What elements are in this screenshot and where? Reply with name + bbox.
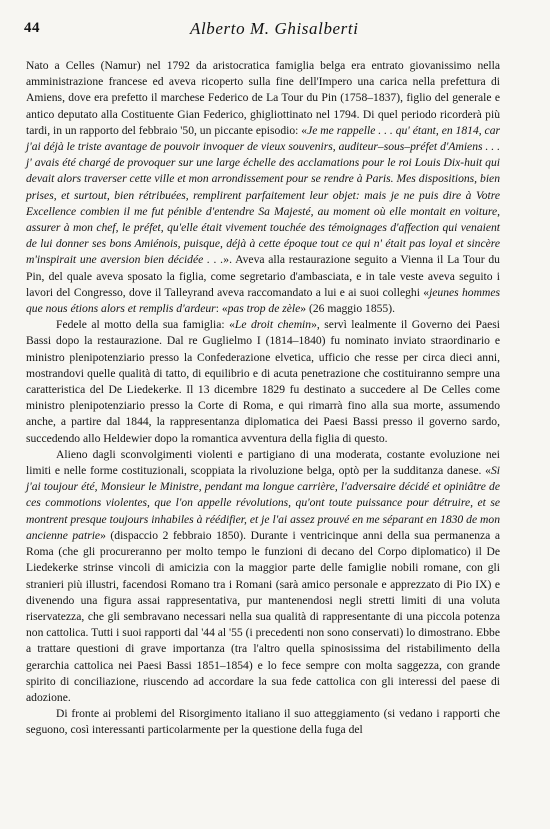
body-text: [26, 58, 500, 739]
text-run: » (dispaccio 2 febbraio 1850). Durante i ventricinque anni della sua permanenza a Roma (che gli procureranno per molto tempo le funzioni di decano del Corpo diplomatico) il De Liedekerke strinse vincoli di amicizia con la maggior parte delle famiglie nobili romane, con gli stranieri più illustri, facendosi Romano tra i Romani (sarà amico personale e apprezzato di Pio IX) e divenendo una figura assai rappresentativa, pur mantenendosi negli stretti limiti di una voluta riservatezza, che gli sembravano necessari nella sua qualità di rappresentante di una piccola potenza non cattolica. Tutti i suoi rapporti dal '44 al '55 (i precedenti non sono conservati) lo dimostrano. Ebbe a trattare questioni di grave importanza (tra l'altro quella spinosissima del ristabilimento della gerarchia cattolica nei Paesi Bassi 1851–1854) e lo fece sempre con molta saggezza, con grande spirito di conciliazione, riuscendo ad accordare la sua fede cattolica con gli interessi del paese di adozione.: [26, 528, 500, 704]
italic-quote: Si j'ai toujour été, Monsieur le Ministre, pendant ma longue carrière, l'adversaire décidé et opiniâtre de ces commotions violentes, que l'on appelle révolutions, qu'ont toute puissance pour détruire, et se montrent presque toujours inhabiles à réédifier, et je l'ai assez prouvé en me séparant en 1830 de mon ancienne patrie: [26, 464, 500, 542]
italic-quote: jeunes hommes que nous étions alors et remplis d'ardeur: [26, 285, 500, 316]
text-run: Di fronte ai problemi del Risorgimento italiano il suo atteggiamento (si vedano i rapporti che seguono, così interessanti particolarmente per la questione della fuga del: [26, 707, 500, 737]
page-number: 44: [24, 20, 40, 36]
paragraph: [26, 58, 500, 317]
italic-quote: Le droit chemin: [234, 318, 312, 332]
running-head: Alberto M. Ghisalberti: [190, 19, 359, 38]
italic-quote: pas trop de zèle: [227, 302, 301, 316]
text-run: » (26 maggio 1855).: [300, 302, 395, 316]
text-run: Alieno dagli sconvolgimenti violenti e partigiano di una moderata, costante evoluzione nei limiti e nelle forme costituzionali, scoppiata la rivoluzione belga, optò per la sudditanza danese. «: [26, 447, 500, 478]
page-header: [0, 18, 550, 42]
text-run: Fedele al motto della sua famiglia: «: [56, 318, 235, 332]
text-run: », servì lealmente il Governo dei Paesi Bassi dopo la restaurazione. Dal re Guglielmo I (1814–1840) fu nominato inviato straordinario e ministro plenipotenziario presso la Confederazione elvetica, ufficio che resse per circa dieci anni, mostrandovi quelle qualità di tatto, di equilibrio e di acuta penetrazione che costituiranno sempre una caratteristica del De Liedekerke. Il 13 dicembre 1829 fu destinato a succedere al De Celles come ministro plenipotenziario presso la Corte di Roma, e qui rimarrà fino alla sua morte, assumendo anche, a partire dal 1844, la rappresentanza diplomatica dei Paesi Bassi presso il governo sardo, succedendo allo Heldewier dopo la romantica avventura della figlia di questo.: [26, 318, 500, 445]
paragraph: [26, 706, 500, 738]
italic-quote: Je me rappelle . . . qu' étant, en 1814, car j'ai déjà le triste avantage de pouvoir invoquer de vieux souvenirs, auditeur–sous–préfet d'Amiens . . . j' avais été chargé de provoquer sur une large échelle des acclamations pour le roi Louis Dix-huit qui devait alors traverser cette ville et mon arrondissement pour se rendre à Paris. Mes dispositions, bien prises, et surtout, bien rétribuées, remplirent parfaitement leur objet: mais je ne puis dire à Votre Excellence combien il me fut pénible d'entendre Sa Majesté, au moment où elle montait en voiture, assurer à mon chef, le préfet, qu'elle était vivement touchée des témoignages d'affection qui venaient de lui donner ses bons Amiénois, puisque, déjà à cette époque tout ce qui n' était pas loyal et sincère m'inspirait une aversion bien décidée . . .: [26, 123, 501, 267]
paragraph: [26, 447, 500, 706]
text-run: Nato a Celles (Namur) nel 1792 da aristocratica famiglia belga era entrato giovanissimo nella amministrazione francese ed aveva ricoperto sulla fine dell'Impero una carica nella prefettura di Amiens, dove era prefetto il marchese Federico de La Tour du Pin (1758–1837), figlio del generale e antico deputato alla Costituente Gian Federico, ghigliottinato nel 1794. Di quel periodo ricorderà più tardi, in un rapporto del febbraio '50, un piccante episodio: «: [26, 59, 500, 137]
paragraph: [26, 317, 500, 447]
text-run: : «: [215, 302, 228, 316]
text-run: ». Aveva alla restaurazione seguito a Vienna il La Tour du Pin, del quale aveva sposato la figlia, come segretario d'ambasciata, e in tale veste aveva seguito i lavori del Congresso, dove il Talleyrand aveva raccomandato a lui e ai suoi colleghi «: [26, 253, 500, 299]
